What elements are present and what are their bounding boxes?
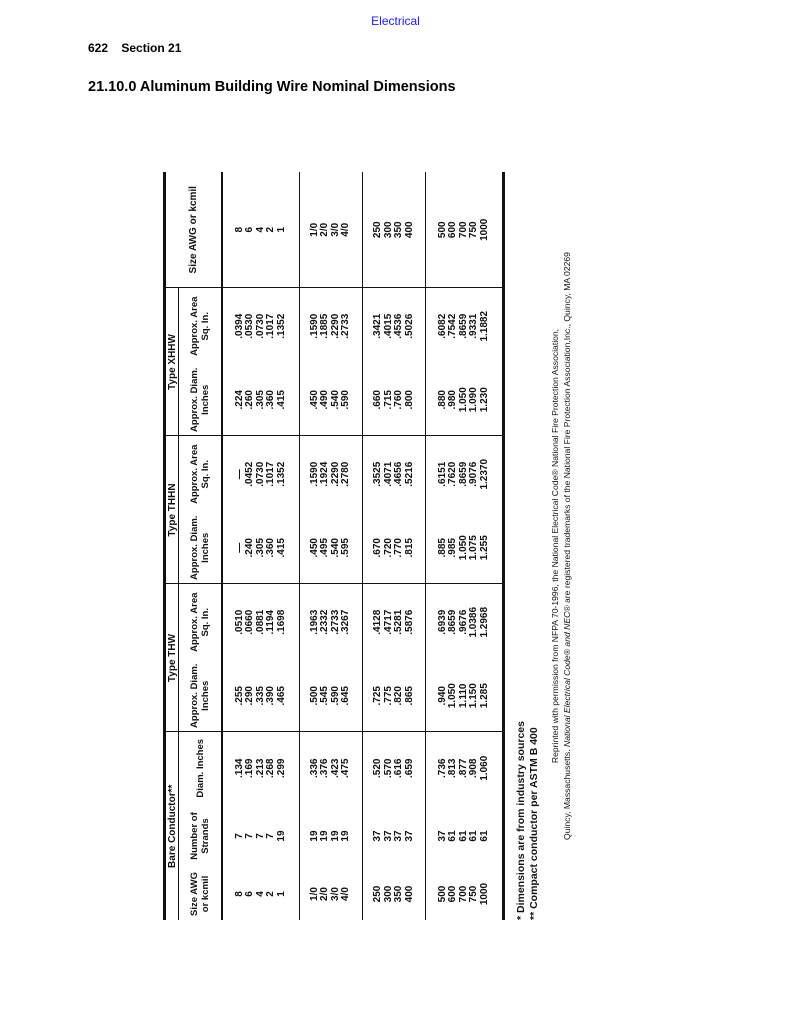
table-value: .1352	[275, 313, 287, 339]
table-value: 1.2968	[478, 606, 490, 638]
table-value: 37	[382, 830, 394, 842]
table-value: .450	[308, 538, 320, 558]
table-value: .4717	[382, 609, 394, 635]
table-value: 61	[447, 830, 459, 842]
strands-cell	[222, 804, 299, 868]
xhhw-area-cell	[426, 288, 504, 364]
table-value: 2/0	[319, 887, 331, 901]
table-value: .2290	[329, 461, 341, 487]
table-value: —	[233, 469, 245, 480]
table-value: 500	[436, 221, 448, 239]
size-cell-right	[362, 172, 425, 288]
table-value: .475	[340, 758, 352, 778]
table-value: .0530	[244, 313, 256, 339]
bare-conductor-header: Bare Conductor**	[165, 732, 179, 920]
table-value: 37	[436, 830, 448, 842]
table-value: 1.230	[478, 387, 490, 413]
table-value: 7	[265, 833, 277, 839]
credits-line-2-prefix: Quincy, Massachusetts.	[562, 749, 572, 840]
table-value: 700	[457, 885, 469, 903]
table-value: .5281	[393, 609, 405, 635]
table-value: 7	[244, 833, 256, 839]
xhhw-area-cell	[362, 288, 425, 364]
table-value: .715	[382, 390, 394, 410]
table-value: 19	[275, 830, 287, 842]
table-value: .660	[372, 390, 384, 410]
size-cell	[299, 868, 362, 920]
table-value: 61	[468, 830, 480, 842]
table-value: .7620	[447, 461, 459, 487]
xhhw-area-cell	[299, 288, 362, 364]
table-value: 400	[403, 221, 415, 239]
table-value: 19	[329, 830, 341, 842]
table-value: .760	[393, 390, 405, 410]
footnote-2: ** Compact conductor per ASTM B 400	[528, 727, 540, 920]
table-value: .3267	[340, 609, 352, 635]
table-value: 7	[254, 833, 266, 839]
table-value: 19	[308, 830, 320, 842]
table-row-group	[426, 172, 504, 920]
table-value: 1/0	[308, 887, 320, 901]
electrical-link[interactable]: Electrical	[371, 14, 420, 28]
table-value: .1963	[308, 609, 320, 635]
table-value: .1924	[319, 461, 331, 487]
table-value: 1000	[478, 882, 490, 906]
table-value: .8659	[447, 609, 459, 635]
table-value: .2290	[329, 313, 341, 339]
thhn-diam-cell	[426, 512, 504, 584]
table-value: .645	[340, 686, 352, 706]
thhn-diam-cell	[299, 512, 362, 584]
table-value: .5876	[403, 609, 415, 635]
table-value: .8659	[457, 461, 469, 487]
table-value: .725	[372, 686, 384, 706]
xhhw-diam-header: Approx. Diam. Inches	[179, 364, 223, 436]
table-value: 600	[447, 885, 459, 903]
table-value: 4	[254, 226, 266, 233]
table-value: .800	[403, 390, 415, 410]
table-value: 3/0	[329, 222, 341, 237]
table-value: 1.1882	[478, 310, 490, 342]
table-value: .415	[275, 390, 287, 410]
table-value: .659	[403, 758, 415, 778]
table-value: 750	[468, 885, 480, 903]
table-value: .865	[403, 686, 415, 706]
table-value: 350	[393, 221, 405, 239]
table-value: .2733	[340, 313, 352, 339]
strands-header: Number of Strands	[179, 804, 223, 868]
thhn-diam-header: Approx. Diam. Inches	[179, 512, 223, 584]
table-value: 350	[393, 885, 405, 903]
table-value: .813	[447, 758, 459, 778]
table-value: .590	[329, 686, 341, 706]
credits-line-2-suffix: are registered trademarks of the National Fire Protection Association,Inc., Quincy, MA 02269	[562, 252, 572, 603]
table-value: .616	[393, 758, 405, 778]
table-value: .8659	[457, 313, 469, 339]
table-value: .9331	[468, 313, 480, 339]
table-value: 1.090	[468, 387, 480, 413]
size-cell-right	[299, 172, 362, 288]
table-value: .775	[382, 686, 394, 706]
thw-area-cell	[362, 584, 425, 660]
table-value: .0730	[254, 461, 266, 487]
table-value: .908	[468, 758, 480, 778]
table-value: .985	[447, 538, 459, 558]
table-value: 6	[244, 891, 256, 897]
thhn-area-cell	[299, 436, 362, 512]
table-value: 400	[403, 885, 415, 903]
table-value: 61	[457, 830, 469, 842]
table-value: 1.050	[447, 683, 459, 709]
table-value: .2780	[340, 461, 352, 487]
table-value: .595	[340, 538, 352, 558]
table-value: 250	[372, 221, 384, 239]
table-value: 750	[468, 221, 480, 239]
table-value: 1.050	[457, 387, 469, 413]
table-value: .670	[372, 538, 384, 558]
table-value: 19	[340, 830, 352, 842]
table-value: .305	[254, 538, 266, 558]
table-value: .490	[319, 390, 331, 410]
thhn-area-header: Approx. Area Sq. In.	[179, 436, 223, 512]
size-cell	[222, 868, 299, 920]
table-value: .9076	[468, 461, 480, 487]
table-value: .570	[382, 758, 394, 778]
strands-cell	[362, 804, 425, 868]
table-value: 1.255	[478, 535, 490, 561]
table-value: 700	[457, 221, 469, 239]
table-value: .820	[393, 686, 405, 706]
table-value: .1590	[308, 461, 320, 487]
table-value: 4	[254, 891, 266, 897]
table-value: 1000	[478, 218, 490, 241]
table-value: 7	[233, 833, 245, 839]
table-value: .260	[244, 390, 256, 410]
size-cell	[362, 868, 425, 920]
table-value: .520	[372, 758, 384, 778]
section-title: 21.10.0 Aluminum Building Wire Nominal Dimensions	[88, 79, 456, 95]
table-value: .4015	[382, 313, 394, 339]
section-label: Section 21	[121, 41, 182, 55]
table-value: .736	[436, 758, 448, 778]
scanned-table-image	[148, 166, 588, 926]
table-value: 2	[265, 891, 277, 897]
table-value: .1352	[275, 461, 287, 487]
table-row-group	[362, 172, 425, 920]
table-value: 1.110	[457, 683, 469, 708]
table-value: .1194	[265, 610, 277, 635]
table-value: 1	[275, 891, 287, 897]
rotated-table-content	[163, 172, 573, 920]
credits-line-2	[561, 172, 573, 920]
table-value: 61	[478, 830, 490, 842]
table-value: .390	[265, 686, 277, 706]
bare-diam-cell	[362, 732, 425, 804]
table-value: 1.285	[478, 683, 490, 709]
thw-diam-header: Approx. Diam. Inches	[179, 660, 223, 732]
table-value: .940	[436, 686, 448, 706]
table-value: .7542	[447, 313, 459, 339]
table-value: 2/0	[319, 222, 331, 237]
table-value: .1017	[265, 313, 277, 339]
size-header-left: Size AWG or kcmil	[179, 868, 223, 920]
table-value: 1.150	[468, 683, 480, 709]
table-value: 250	[372, 885, 384, 903]
table-value: .169	[244, 758, 256, 778]
table-value: .336	[308, 758, 320, 778]
footnotes	[515, 721, 541, 920]
table-value: 300	[382, 221, 394, 239]
thw-area-header: Approx. Area Sq. In.	[179, 584, 223, 660]
table-value: 19	[319, 830, 331, 842]
thhn-diam-cell	[362, 512, 425, 584]
xhhw-diam-cell	[222, 364, 299, 436]
table-value: .1590	[308, 313, 320, 339]
table-value: 2	[265, 226, 277, 233]
table-value: .213	[254, 758, 266, 778]
table-value: 8	[233, 226, 245, 233]
table-value: 1	[275, 226, 287, 233]
table-value: .5026	[403, 313, 415, 339]
thhn-area-cell	[362, 436, 425, 512]
thw-diam-cell	[299, 660, 362, 732]
table-value: 600	[447, 221, 459, 239]
type-xhhw-header: Type XHHW	[165, 288, 179, 436]
table-value: .1017	[265, 461, 277, 487]
table-value: .545	[319, 686, 331, 706]
size-cell	[426, 868, 504, 920]
thw-area-cell	[426, 584, 504, 660]
table-value: .1885	[319, 313, 331, 339]
table-value: .423	[329, 758, 341, 778]
table-value: .5216	[403, 461, 415, 487]
xhhw-diam-cell	[362, 364, 425, 436]
bare-diam-cell	[426, 732, 504, 804]
bare-diam-header: Diam. Inches	[179, 732, 223, 804]
table-value: .360	[265, 390, 277, 410]
table-value: .299	[275, 758, 287, 778]
table-value: .450	[308, 390, 320, 410]
table-value: 1.060	[478, 755, 490, 781]
table-value: .770	[393, 538, 405, 558]
table-value: .3525	[372, 461, 384, 487]
table-value: .815	[403, 538, 415, 558]
table-value: .885	[436, 538, 448, 558]
table-value: .376	[319, 758, 331, 778]
credits-line-2-italic: National Electrical Code® and NEC®	[562, 605, 572, 747]
table-value: .268	[265, 758, 277, 778]
table-value: .4128	[372, 609, 384, 635]
table-value: .2733	[329, 609, 341, 635]
table-value: 3/0	[329, 887, 341, 901]
table-row-group	[222, 172, 299, 920]
size-cell-right	[426, 172, 504, 288]
size-cell-right	[222, 172, 299, 288]
xhhw-area-cell	[222, 288, 299, 364]
thw-area-cell	[222, 584, 299, 660]
table-value: 6	[244, 226, 256, 233]
table-value: .495	[319, 538, 331, 558]
table-value: .500	[308, 686, 320, 706]
table-value: .0394	[233, 313, 245, 339]
thhn-area-cell	[222, 436, 299, 512]
table-value: .880	[436, 390, 448, 410]
table-value: 1.075	[468, 535, 480, 561]
table-value: .0510	[233, 609, 245, 635]
table-value: .255	[233, 686, 245, 706]
table-value: 1/0	[308, 222, 320, 237]
table-value: 8	[233, 891, 245, 897]
thhn-diam-cell	[222, 512, 299, 584]
table-value: 1.2370	[478, 458, 490, 490]
table-value: .465	[275, 686, 287, 706]
table-value: .6151	[436, 461, 448, 487]
type-thw-header: Type THW	[165, 584, 179, 732]
table-value: 37	[393, 830, 405, 842]
table-value: .540	[329, 538, 341, 558]
table-value: .9676	[457, 609, 469, 635]
table-value: 500	[436, 885, 448, 903]
credits-line-1: Reprinted with permission from NFPA 70-1996, the National Electrical Code® National Fire Protection Association,	[550, 328, 560, 764]
table-value: .590	[340, 390, 352, 410]
table-value: .240	[244, 538, 256, 558]
type-thhn-header: Type THHN	[165, 436, 179, 584]
table-value: .134	[233, 758, 245, 778]
thw-area-cell	[299, 584, 362, 660]
xhhw-diam-cell	[426, 364, 504, 436]
table-value: 1.0386	[468, 606, 480, 638]
table-value: .224	[233, 390, 245, 410]
table-value: .305	[254, 390, 266, 410]
table-value: .290	[244, 686, 256, 706]
table-value: .335	[254, 686, 266, 706]
thhn-area-cell	[426, 436, 504, 512]
footnote-1: * Dimensions are from industry sources	[515, 721, 527, 920]
table-value: .4536	[393, 313, 405, 339]
bare-diam-cell	[222, 732, 299, 804]
table-value: .0660	[244, 609, 256, 635]
size-header-right: Size AWG or kcmil	[165, 172, 223, 288]
table-value: .3421	[372, 313, 384, 339]
table-row-group	[299, 172, 362, 920]
page-number: 622	[88, 41, 109, 55]
table-value: .6082	[436, 313, 448, 339]
table-value: 1.050	[457, 535, 469, 561]
table-value: .0881	[254, 609, 266, 635]
table-value: .0730	[254, 313, 266, 339]
table-value: .877	[457, 758, 469, 778]
table-body	[222, 172, 504, 920]
table-value: .2332	[319, 609, 331, 635]
thw-diam-cell	[362, 660, 425, 732]
table-value: .540	[329, 390, 341, 410]
thw-diam-cell	[222, 660, 299, 732]
reprint-credits	[549, 172, 573, 920]
table-value: 300	[382, 885, 394, 903]
table-value: .4656	[393, 461, 405, 487]
thw-diam-cell	[426, 660, 504, 732]
strands-cell	[299, 804, 362, 868]
table-value: .6939	[436, 609, 448, 635]
table-value: .980	[447, 390, 459, 410]
table-value: .415	[275, 538, 287, 558]
table-value: —	[233, 542, 245, 553]
table-value: .360	[265, 538, 277, 558]
table-value: .720	[382, 538, 394, 558]
table-value: 37	[372, 830, 384, 842]
table-value: 37	[403, 830, 415, 842]
strands-cell	[426, 804, 504, 868]
page-header	[88, 41, 191, 55]
xhhw-area-header: Approx. Area Sq. In.	[179, 288, 223, 364]
table-value: .0452	[244, 461, 256, 487]
table-value: 4/0	[340, 222, 352, 237]
table-value: .4071	[382, 461, 394, 487]
xhhw-diam-cell	[299, 364, 362, 436]
table-value: 4/0	[340, 887, 352, 901]
wire-dimensions-table	[163, 172, 505, 920]
bare-diam-cell	[299, 732, 362, 804]
table-value: .1698	[275, 609, 287, 635]
